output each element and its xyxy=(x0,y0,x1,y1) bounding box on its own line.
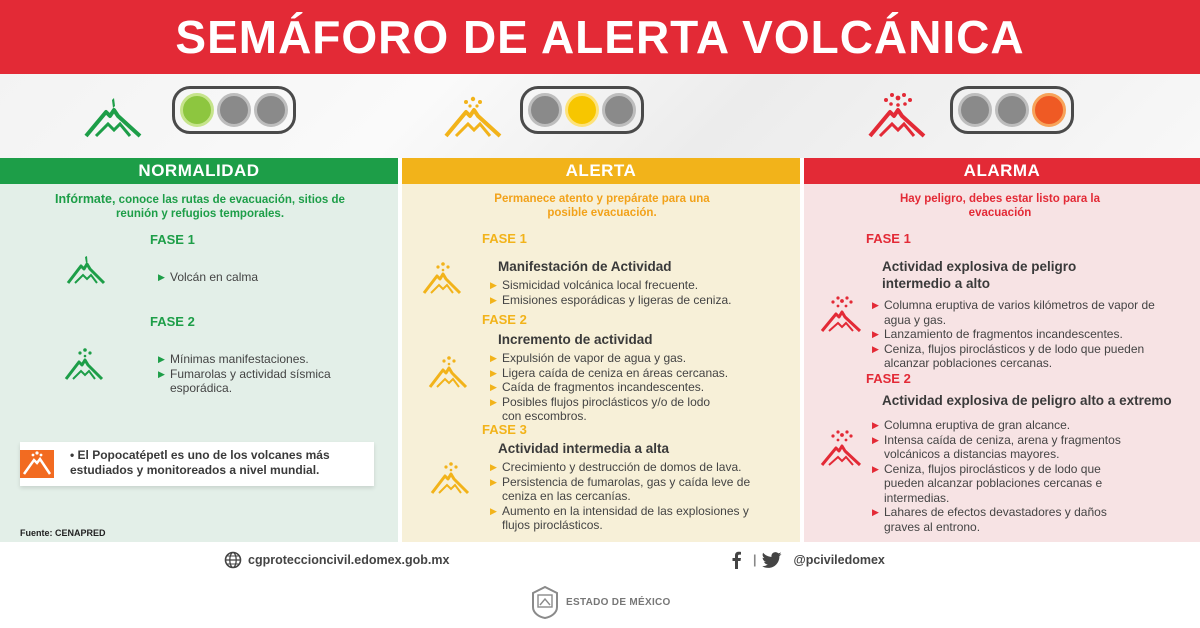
alerta-phase-3-list xyxy=(490,460,780,533)
off-light xyxy=(995,93,1029,127)
list-item: ▶ Lanzamiento de fragmentos incandescentes. xyxy=(872,327,1123,341)
website-link[interactable] xyxy=(224,551,449,569)
alarma-phase-2-list xyxy=(872,418,1132,534)
twitter-icon xyxy=(762,552,782,568)
volcano-calm-icon xyxy=(82,98,144,140)
volcano-active-icon xyxy=(430,462,470,496)
panel-alarma-title: ALARMA xyxy=(804,158,1200,184)
volcano-eruption-icon xyxy=(820,296,862,334)
volcano-eruption-icon xyxy=(866,92,928,140)
panel-normalidad-title: NORMALIDAD xyxy=(0,158,398,184)
social-text: @pciviledomex xyxy=(793,553,885,567)
list-item: ▶ Lahares de efectos devastadores y daños graves al entrono. xyxy=(872,505,1107,534)
normalidad-phase-1-list xyxy=(158,270,378,285)
list-item: ▶ Columna eruptiva de gran alcance. xyxy=(872,418,1071,432)
coat-of-arms-icon xyxy=(530,585,560,619)
off-light xyxy=(217,93,251,127)
list-item: ▶ Crecimiento y destrucción de domos de lava. xyxy=(490,460,742,474)
off-light xyxy=(528,93,562,127)
orange-light xyxy=(1032,93,1066,127)
intro-rest: conoce las rutas de evacuación, sitios de reunión y refugios temporales. xyxy=(115,194,345,220)
list-item: ▶ Ligera caída de ceniza en áreas cercanas. xyxy=(490,365,729,380)
normalidad-phase-2-list xyxy=(158,352,378,396)
alarma-phase-2-label: FASE 2 xyxy=(866,371,911,386)
list-item: ▶ Persistencia de fumarolas, gas y caída leve de ceniza en las cercanías. xyxy=(490,474,751,503)
volcano-active-icon xyxy=(422,262,462,296)
panel-alarma-body xyxy=(804,184,1200,542)
list-item: ▶ Sismicidad volcánica local frecuente. xyxy=(490,278,699,292)
volcano-eruption-icon xyxy=(820,430,862,468)
off-light xyxy=(958,93,992,127)
list-item: ▶ Columna eruptiva de varios kilómetros de vapor de agua y gas. xyxy=(872,298,1155,327)
popocatepetl-fact-text: • El Popocatépetl es uno de los volcanes más estudiados y monitoreados a nivel mundial. xyxy=(70,448,330,477)
list-item: ▶ Aumento en la intensidad de las explosiones y flujos piroclásticos. xyxy=(490,503,749,532)
intro-lead: Infórmate, xyxy=(55,192,116,206)
list-item: ▶ Mínimas manifestaciones. xyxy=(158,352,309,366)
popocatepetl-fact-card xyxy=(20,442,374,486)
alerta-phase-1-label: FASE 1 xyxy=(482,231,527,246)
list-item: ▶ Ceniza, flujos piroclásticos y de lodo que pueden alcanzar poblaciones cercanas e intermedias. xyxy=(872,461,1103,505)
list-item: ▶ Intensa caída de ceniza, arena y fragmentos volcánicos a distancias mayores. xyxy=(872,432,1121,461)
list-item: ▶ Volcán en calma xyxy=(158,270,259,284)
alarma-phase-1-title: Actividad explosiva de peligro intermedio a alto xyxy=(882,259,1077,291)
list-item: ▶ Posibles flujos piroclásticos y/o de lodo con escombros. xyxy=(490,394,711,423)
alarma-phase-1-list xyxy=(872,298,1172,371)
volcano-calm-icon xyxy=(66,256,106,286)
traffic-light-red xyxy=(950,86,1074,134)
list-item: ▶ Ceniza, flujos piroclásticos y de lodo que pueden alcanzar poblaciones cercanas. xyxy=(872,341,1145,370)
normalidad-phase-2-label: FASE 2 xyxy=(150,314,195,329)
source-credit: Fuente: CENAPRED xyxy=(20,528,106,538)
alerta-intro: Permanece atento y prepárate para una posible evacuación. xyxy=(494,193,710,219)
alerta-phase-2-title: Incremento de actividad xyxy=(498,332,653,347)
alerta-phase-2-label: FASE 2 xyxy=(482,312,527,327)
yellow-light xyxy=(565,93,599,127)
traffic-light-yellow xyxy=(520,86,644,134)
panel-alarma xyxy=(804,158,1200,542)
website-text: cgproteccioncivil.edomex.gob.mx xyxy=(248,553,450,567)
globe-icon xyxy=(224,551,242,569)
alerta-phase-1-list xyxy=(490,278,790,307)
normalidad-phase-1-label: FASE 1 xyxy=(150,232,195,247)
list-item: ▶ Caída de fragmentos incandescentes. xyxy=(490,380,705,394)
panel-alerta xyxy=(402,158,800,542)
alerta-phase-3-title: Actividad intermedia a alta xyxy=(498,441,670,456)
panel-normalidad xyxy=(0,158,398,542)
list-item: ▶ Fumarolas y actividad sísmica esporádica. xyxy=(158,366,331,395)
off-light xyxy=(602,93,636,127)
off-light xyxy=(254,93,288,127)
social-handle[interactable] xyxy=(730,551,885,569)
panel-alerta-title: ALERTA xyxy=(402,158,800,184)
alerta-phase-1-title: Manifestación de Actividad xyxy=(498,259,672,274)
alarma-phase-2-title: Actividad explosiva de peligro alto a extremo xyxy=(882,393,1172,408)
normalidad-intro xyxy=(40,192,360,221)
volcano-active-icon xyxy=(428,356,468,390)
panel-alerta-body xyxy=(402,184,800,542)
facebook-icon xyxy=(730,551,742,569)
alerta-phase-3-label: FASE 3 xyxy=(482,422,527,437)
list-item: ▶ Emisiones esporádicas y ligeras de ceniza. xyxy=(490,292,732,307)
traffic-light-green xyxy=(172,86,296,134)
panel-normalidad-body xyxy=(0,184,398,542)
separator: | xyxy=(753,553,757,567)
alerta-phase-2-list xyxy=(490,351,790,424)
volcano-fact-icon xyxy=(20,450,54,478)
list-item: ▶ Expulsión de vapor de agua y gas. xyxy=(490,351,687,365)
page-title: SEMÁFORO DE ALERTA VOLCÁNICA xyxy=(0,0,1200,74)
green-light xyxy=(180,93,214,127)
volcano-active-icon xyxy=(64,348,104,382)
logo-text: ESTADO DE MÉXICO xyxy=(566,596,671,608)
volcano-active-icon xyxy=(442,96,504,140)
alarma-intro: Hay peligro, debes estar listo para la evacuación xyxy=(899,193,1101,219)
alarma-phase-1-label: FASE 1 xyxy=(866,231,911,246)
estado-de-mexico-logo xyxy=(530,585,671,619)
